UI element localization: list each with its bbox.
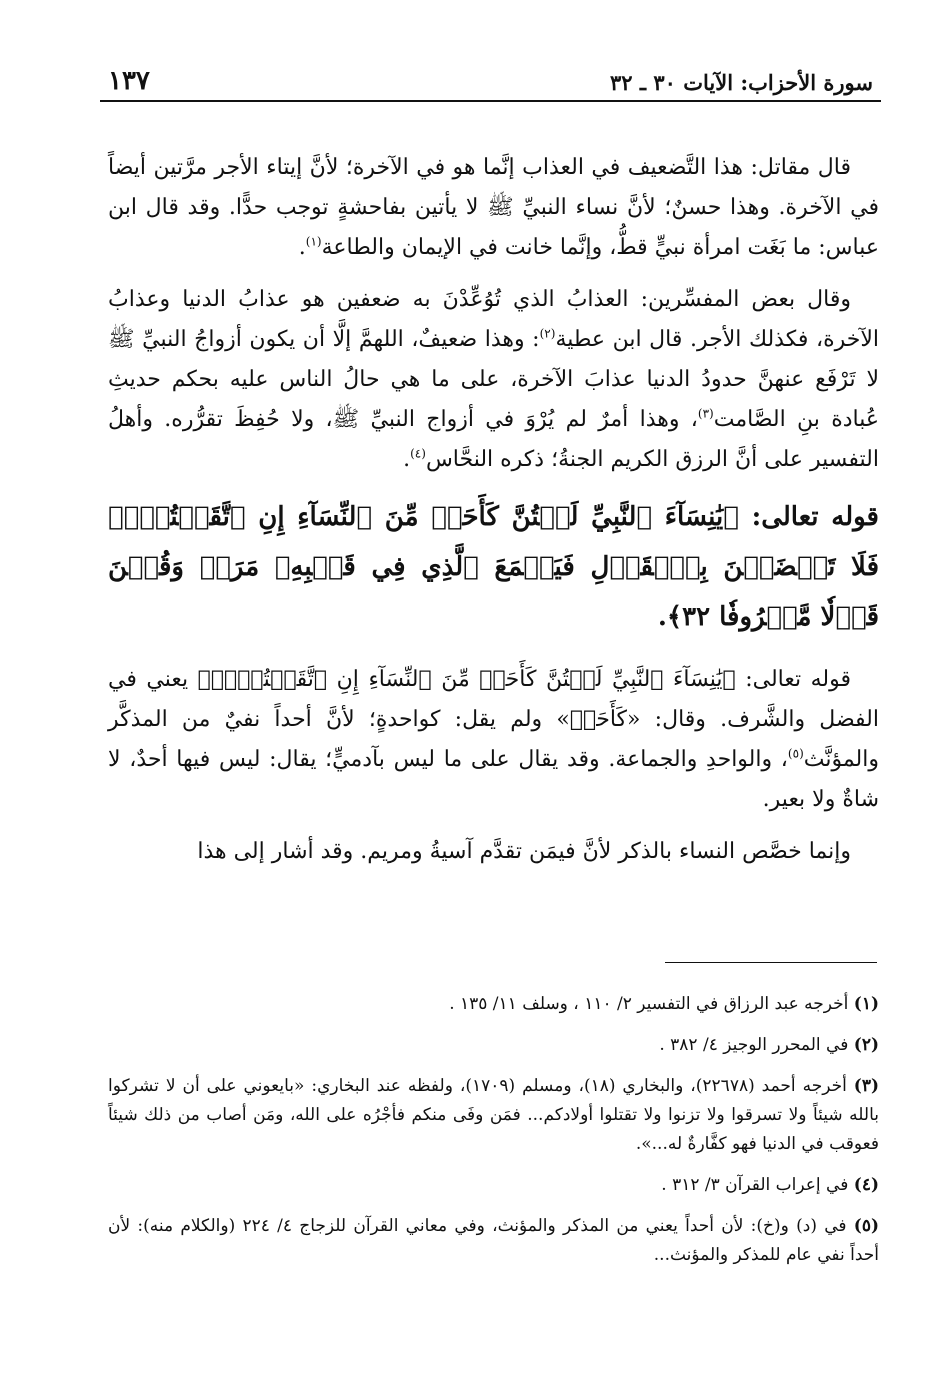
footnote: (٤) في إعراب القرآن ٣/ ٣١٢ . xyxy=(661,1175,879,1195)
paragraph: وقال بعض المفسِّرين: العذابُ الذي تُوُعِّدْنَ به ضعفين هو عذابُ الدنيا وعذابُ الآخرة، فكذلك الأجر. قال ابن عطية$^{(٢)}$: وهذا ضعيفٌ، اللهمَّ إلَّا أن يكون أزواجُ النبيِّ ﷺ لا تَرْفَع عنهنَّ حدودُ الدنيا عذابَ الآخرة، على ما هي حالُ الناس عليه بحكم حديثِ عُبادة بنِ الصَّامت$^{(٣)}$، وهذا أمرٌ لم يُرْوَ في أزواج النبيِّ ﷺ، ولا حُفِظَ تقرُّره. وأهلُ التفسير على أنَّ الرزق الكريم الجنةُ؛ ذكره النحَّاس$^{(٤)}$. xyxy=(108,287,879,472)
footnote: (٥) في (د) و(خ): لأن أحداً يعني من المذكر والمؤنث، وفي معاني القرآن للزجاج ٤/ ٢٢٤ (والكلام منه): لأن أحداً نفي عام للمذكر والمؤنث... xyxy=(108,1216,879,1265)
main-text xyxy=(108,148,879,878)
footnote-ref: (٥) xyxy=(787,746,804,761)
footnote: (١) أخرجه عبد الرزاق في التفسير ٢/ ١١٠ ، وسلف ١١/ ١٣٥ . xyxy=(449,994,879,1014)
paragraph: قوله تعالى: ﴿يَٰنِسَآءَ ٱلنَّبِيِّ لَسۡتُنَّ كَأَحَدٖ مِّنَ ٱلنِّسَآءِ إِنِ ٱتَّقَيۡتُنَّۚ﴾ يعني في الفضل والشَّرف. وقال: «كَأَحَدٖ» ولم يقل: كواحدةٍ؛ لأنَّ أحداً نفيٌ من المذكَّر والمؤنَّث$^{(٥)}$، والواحدِ والجماعة. وقد يقال على ما ليس بآدميٍّ؛ يقال: ليس فيها أحدٌ، لا شاةٌ ولا بعير. xyxy=(108,667,879,812)
footnotes xyxy=(108,990,879,1282)
footnote: (٣) أخرجه أحمد (٢٢٦٧٨)، والبخاري (١٨)، ومسلم (١٧٠٩)، ولفظه عند البخاري: «بايعوني على أن لا تشركوا بالله شيئاً ولا تسرقوا ولا تزنوا ولا تقتلوا أولادكم... فمَن وفَى منكم فأجْرُه على الله، ومَن أصاب من ذلك شيئاً فعوقب في الدنيا فهو كفَّارةٌ له...». xyxy=(108,1076,880,1154)
footnote-separator xyxy=(665,962,877,963)
running-header xyxy=(100,62,881,102)
footnote: (٢) في المحرر الوجيز ٤/ ٣٨٢ . xyxy=(659,1035,879,1055)
footnote-ref: (٤) xyxy=(410,446,426,461)
verse-lead: قوله تعالى: xyxy=(751,502,879,532)
page-number: ١٣٧ xyxy=(108,66,150,96)
footnote-ref: (٢) xyxy=(539,326,556,341)
footnote-ref: (١) xyxy=(305,234,322,249)
chapter-title: سورة الأحزاب: الآيات ٣٠ ـ ٣٢ xyxy=(610,70,873,95)
footnote-ref: (٣) xyxy=(697,406,714,421)
quran-verse xyxy=(108,492,879,642)
header-rule xyxy=(100,100,881,102)
verse-text: ﴿يَٰنِسَآءَ ٱلنَّبِيِّ لَسۡتُنَّ كَأَحَدٖ مِّنَ ٱلنِّسَآءِ إِنِ ٱتَّقَيۡتُنَّۚ فَلَا تَخۡضَعۡنَ بِٱلۡقَوۡلِ فَيَطۡمَعَ ٱلَّذِي فِي قَلۡبِهِۦ مَرَضٞ وَقُلۡنَ قَوۡلٗا مَّعۡرُوفٗا ٣٢﴾. xyxy=(108,502,879,632)
paragraph: وإنما خصَّص النساء بالذكر لأنَّ فيمَن تقدَّم آسيةُ ومريم. وقد أشار إلى هذا xyxy=(197,839,851,864)
paragraph: قال مقاتل: هذا التَّضعيف في العذاب إنَّما هو في الآخرة؛ لأنَّ إيتاء الأجر مرَّتين أيضاً في الآخرة. وهذا حسنٌ؛ لأنَّ نساء النبيِّ ﷺ لا يأتين بفاحشةٍ توجب حدًّا. وقد قال ابن عباس: ما بَغَت امرأة نبيٍّ قطُّ، وإنَّما خانت في الإيمان والطاعة$^{(١)}$. xyxy=(108,155,879,260)
